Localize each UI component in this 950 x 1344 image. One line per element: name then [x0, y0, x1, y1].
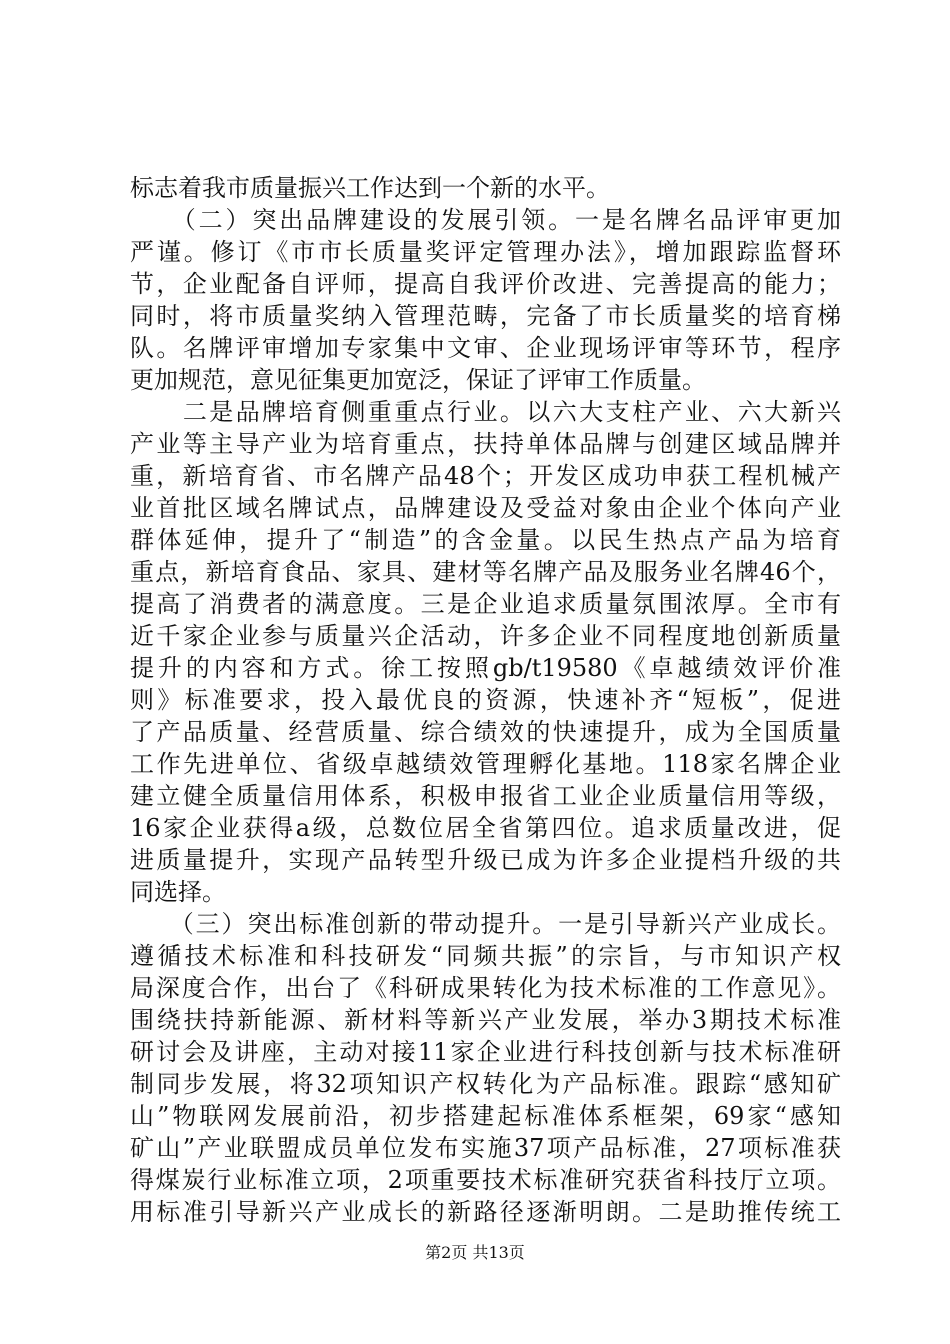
paragraph-line: 提高了消费者的满意度。三是企业追求质量氛围浓厚。全市有 [130, 590, 841, 618]
paragraph-line: 业首批区域名牌试点，品牌建设及受益对象由企业个体向产业 [130, 494, 841, 522]
paragraph-line: 同时，将市质量奖纳入管理范畴，完备了市长质量奖的培育梯 [130, 302, 841, 330]
paragraph-line: 得煤炭行业标准立项，2项重要技术标准研究获省科技厅立项。 [130, 1166, 841, 1194]
paragraph-line: 节，企业配备自评师，提高自我评价改进、完善提高的能力； [130, 270, 841, 298]
paragraph-line: 围绕扶持新能源、新材料等新兴产业发展，举办3期技术标准 [130, 1006, 841, 1034]
paragraph-line: 二是品牌培育侧重重点行业。以六大支柱产业、六大新兴 [130, 398, 841, 426]
paragraph-line: （三）突出标准创新的带动提升。一是引导新兴产业成长。 [130, 910, 841, 938]
paragraph-line: 16家企业获得a级，总数位居全省第四位。追求质量改进，促 [130, 814, 841, 842]
paragraph-line: 矿山”产业联盟成员单位发布实施37项产品标准，27项标准获 [130, 1134, 841, 1162]
paragraph-line: 同选择。 [130, 878, 226, 906]
paragraph-line: 严谨。修订《市市长质量奖评定管理办法》，增加跟踪监督环 [130, 238, 841, 266]
paragraph-line: 工作先进单位、省级卓越绩效管理孵化基地。118家名牌企业 [130, 750, 841, 778]
paragraph-line: 研讨会及讲座，主动对接11家企业进行科技创新与技术标准研 [130, 1038, 841, 1066]
paragraph-line: 山”物联网发展前沿，初步搭建起标准体系框架，69家“感知 [130, 1102, 841, 1130]
paragraph-line: 制同步发展，将32项知识产权转化为产品标准。跟踪“感知矿 [130, 1070, 841, 1098]
paragraph-line: 重，新培育省、市名牌产品48个；开发区成功申获工程机械产 [130, 462, 841, 490]
paragraph-line: 更加规范，意见征集更加宽泛，保证了评审工作质量。 [130, 366, 706, 394]
paragraph-line: 进质量提升，实现产品转型升级已成为许多企业提档升级的共 [130, 846, 841, 874]
paragraph-line: （二）突出品牌建设的发展引领。一是名牌名品评审更加 [130, 206, 841, 234]
paragraph-line: 标志着我市质量振兴工作达到一个新的水平。 [130, 174, 610, 202]
paragraph-line: 近千家企业参与质量兴企活动，许多企业不同程度地创新质量 [130, 622, 841, 650]
paragraph-line: 了产品质量、经营质量、综合绩效的快速提升，成为全国质量 [130, 718, 841, 746]
paragraph-line: 遵循技术标准和科技研发“同频共振”的宗旨，与市知识产权 [130, 942, 841, 970]
paragraph-line: 产业等主导产业为培育重点，扶持单体品牌与创建区域品牌并 [130, 430, 841, 458]
paragraph-line: 则》标准要求，投入最优良的资源，快速补齐“短板”，促进 [130, 686, 841, 714]
paragraph-line: 提升的内容和方式。徐工按照gb/t19580《卓越绩效评价准 [130, 654, 841, 682]
paragraph-line: 建立健全质量信用体系，积极申报省工业企业质量信用等级， [130, 782, 841, 810]
page-footer: 第2页 共13页 [425, 1243, 525, 1262]
document-body [130, 172, 841, 1228]
paragraph-line: 队。名牌评审增加专家集中文审、企业现场评审等环节，程序 [130, 334, 841, 362]
paragraph-line: 重点，新培育食品、家具、建材等名牌产品及服务业名牌46个， [130, 558, 841, 586]
paragraph-line: 局深度合作，出台了《科研成果转化为技术标准的工作意见》。 [130, 974, 841, 1002]
paragraph-line: 用标准引导新兴产业成长的新路径逐渐明朗。二是助推传统工 [130, 1198, 841, 1226]
paragraph-line: 群体延伸，提升了“制造”的含金量。以民生热点产品为培育 [130, 526, 841, 554]
